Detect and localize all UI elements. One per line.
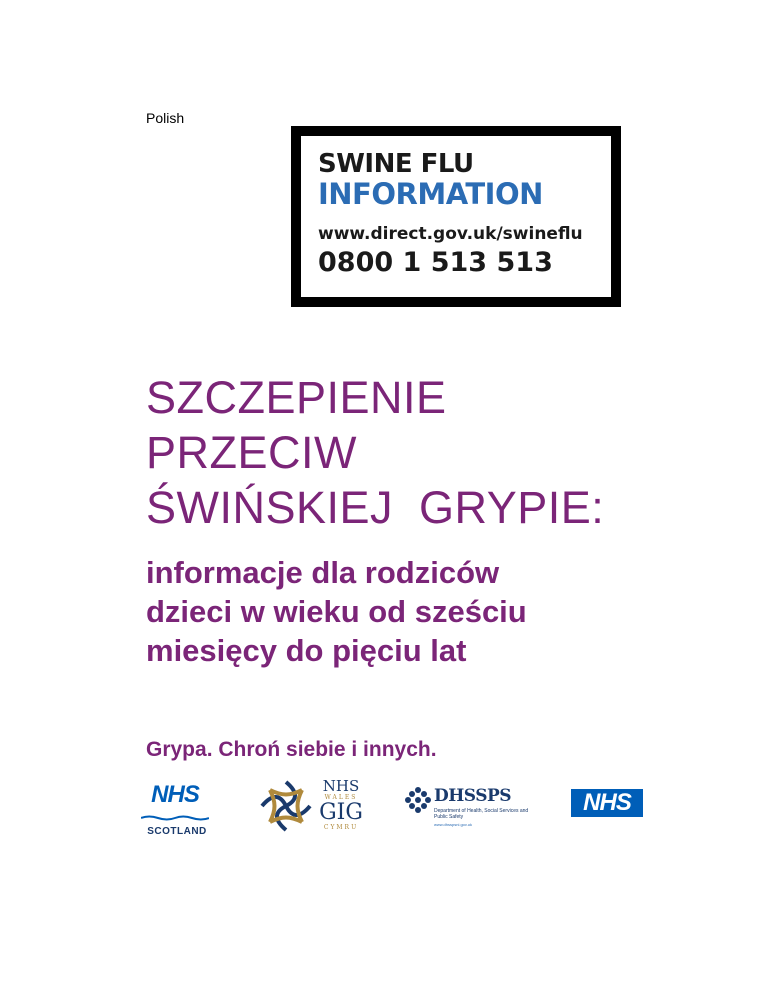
language-label: Polish [146,110,185,126]
info-box-line1: SWINE FLU [318,149,474,179]
info-box-line2: INFORMATION [318,177,543,211]
title-line: SZCZEPIENIE [146,372,447,423]
subtitle-line: dzieci w wieku od sześciu [146,594,527,629]
nhs-logo: NHS [571,789,643,817]
wave-icon [141,815,209,821]
subtitle-line: informacje dla rodziców [146,555,500,590]
page-title [146,370,604,535]
molecule-icon [404,786,432,814]
title-line: ŚWIŃSKIEJ GRYPIE: [146,482,605,533]
dhssps-www: www.dhsspsni.gov.uk [434,822,472,827]
nhs-wales-cymru: CYMRU [323,824,359,831]
logo-strip [0,778,768,838]
nhs-scotland-sub: SCOTLAND [147,826,207,837]
page-subtitle [146,553,527,670]
nhs-wales-wales: WALES [324,794,358,801]
swine-flu-info-box [291,126,621,307]
tagline: Grypa. Chroń siebie i innych. [146,738,437,761]
title-line: PRZECIW [146,427,357,478]
dhssps-name: DHSSPS [434,786,512,806]
nhs-scotland-mark: NHS [143,782,207,808]
dhssps-desc: Department of Health, Social Services and Public Safety [434,808,529,820]
nhs-wales-gig: GIG [319,800,363,825]
info-box-url[interactable]: www.direct.gov.uk/swineflu [318,224,583,244]
nhs-wales-logo [258,778,368,834]
dhssps-logo [404,786,529,832]
subtitle-line: miesięcy do pięciu lat [146,633,467,668]
nhs-wales-nhs: NHS [322,777,360,795]
info-box-phone: 0800 1 513 513 [318,247,553,278]
celtic-knot-icon [258,778,314,834]
nhs-scotland-logo [141,782,213,837]
